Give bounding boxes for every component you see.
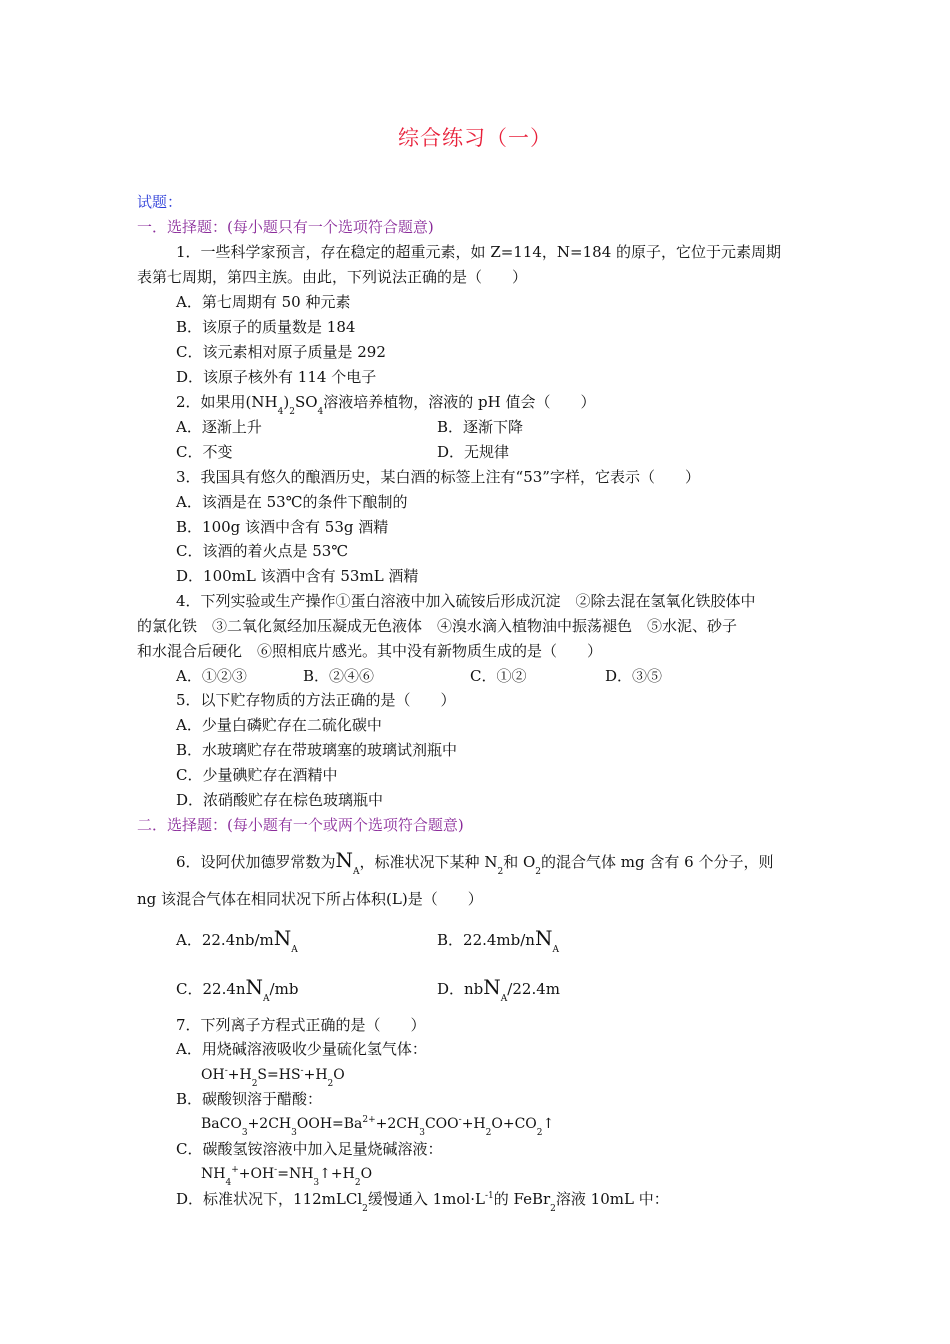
subscript: 2 <box>535 867 541 877</box>
eq-part: O+CO <box>491 1116 537 1132</box>
q3-stem: 3．我国具有悠久的酿酒历史，某白酒的标签上注有“53”字样，它表示（ ） <box>176 468 700 486</box>
eq-part: +H <box>227 1067 252 1083</box>
eq-part: NH <box>201 1166 226 1182</box>
q4-option-b: B．②④⑥ <box>303 667 375 685</box>
q6-stem-part: 6．设阿伏加德罗常数为 <box>176 853 336 871</box>
q6-option-part: A．22.4nb/m <box>176 931 274 949</box>
q2-stem-part: 溶液培养植物，溶液的 pH 值会（ ） <box>323 393 596 411</box>
q7-option-b: B．碳酸钡溶于醋酸： <box>176 1090 323 1108</box>
section-2-heading: 二．选择题：(每小题有一个或两个选项符合题意) <box>137 816 464 834</box>
q7-option-d <box>176 1189 669 1212</box>
subscript: 4 <box>225 1178 232 1188</box>
q2-option-c: C．不变 <box>176 443 233 461</box>
q2-option-d: D．无规律 <box>437 443 510 461</box>
q4-option-d: D．③⑤ <box>605 667 663 685</box>
subscript: A <box>353 867 360 877</box>
avogadro-symbol: N <box>534 926 553 950</box>
avogadro-symbol: N <box>483 975 501 999</box>
subscript: 4 <box>277 407 284 417</box>
q7-equation-c <box>201 1164 372 1186</box>
eq-part: +2CH <box>375 1116 420 1132</box>
q6-option-b <box>437 928 559 953</box>
eq-part: O <box>360 1166 373 1182</box>
q7-stem: 7．下列离子方程式正确的是（ ） <box>176 1016 426 1034</box>
q5-option-c: C．少量碘贮存在酒精中 <box>176 766 338 784</box>
q7-option-part: D．标准状况下，112mLCl <box>176 1190 363 1208</box>
eq-part: =NH <box>277 1166 314 1182</box>
subscript: 2 <box>354 1178 361 1188</box>
eq-part: +OH <box>238 1166 275 1182</box>
q7-option-part: 的 FeBr <box>493 1190 551 1208</box>
superscript: -1 <box>484 1191 494 1201</box>
q2-option-a: A．逐渐上升 <box>176 418 262 436</box>
q1-option-b: B．该原子的质量数是 184 <box>176 318 356 336</box>
subscript: A <box>291 945 298 955</box>
superscript: - <box>300 1066 304 1076</box>
superscript: - <box>224 1066 228 1076</box>
eq-part: ↑+H <box>319 1166 355 1182</box>
q6-stem-part: 和 O <box>503 853 536 871</box>
subscript: 3 <box>241 1128 248 1138</box>
q2-stem-part: 2．如果用(NH <box>176 393 278 411</box>
eq-part: COO <box>424 1116 459 1132</box>
heading: 试题： <box>137 193 183 211</box>
q6-stem-line2: ng 该混合气体在相同状况下所占体积(L)是（ ） <box>137 890 483 908</box>
q7-equation-b <box>201 1114 554 1136</box>
q3-option-c: C．该酒的着火点是 53℃ <box>176 542 349 560</box>
q6-option-part: C．22.4n <box>176 980 246 998</box>
q3-option-a: A．该酒是在 53℃的条件下酿制的 <box>176 493 408 511</box>
subscript: 3 <box>419 1128 425 1138</box>
section-1-heading: 一．选择题：(每小题只有一个选项符合题意) <box>137 218 434 236</box>
q6-option-c <box>176 977 298 1002</box>
q6-stem-line1 <box>176 850 773 875</box>
q2-stem-part: ) <box>283 393 290 411</box>
avogadro-symbol: N <box>335 848 354 872</box>
eq-part: BaCO <box>201 1116 242 1132</box>
q4-stem-line3: 和水混合后硬化 ⑥照相底片感光。其中没有新物质生成的是（ ） <box>137 642 603 660</box>
avogadro-symbol: N <box>273 926 292 950</box>
superscript: + <box>231 1165 239 1175</box>
subscript: 2 <box>327 1079 334 1089</box>
eq-part: ↑ <box>542 1116 555 1132</box>
subscript: A <box>552 945 559 955</box>
q6-option-part: /mb <box>269 980 299 998</box>
superscript: - <box>458 1115 462 1125</box>
q1-option-c: C．该元素相对原子质量是 292 <box>176 343 386 361</box>
subscript: A <box>263 994 270 1004</box>
q5-stem: 5．以下贮存物质的方法正确的是（ ） <box>176 691 456 709</box>
q6-option-a <box>176 928 298 953</box>
q4-option-c: C．①② <box>470 667 527 685</box>
eq-part: O <box>333 1067 345 1083</box>
subscript: 2 <box>289 407 295 417</box>
q4-option-a: A．①②③ <box>176 667 247 685</box>
q4-stem-line1: 4．下列实验或生产操作①蛋白溶液中加入硫铵后形成沉淀 ②除去混在氢氧化铁胶体中 <box>176 592 756 610</box>
q3-option-b: B．100g 该酒中含有 53g 酒精 <box>176 518 389 536</box>
avogadro-symbol: N <box>245 975 264 999</box>
q1-stem-line1: 1．一些科学家预言，存在稳定的超重元素，如 Z=114，N=184 的原子，它位于元素周期 <box>176 243 782 261</box>
eq-part: OH <box>201 1067 225 1083</box>
q6-option-part: /22.4m <box>507 980 560 998</box>
q1-stem-line2: 表第七周期，第四主族。由此，下列说法正确的是（ ） <box>137 268 528 286</box>
subscript: 3 <box>291 1128 297 1138</box>
eq-part: S=HS <box>257 1067 301 1083</box>
subscript: 2 <box>485 1128 492 1138</box>
q7-option-c: C．碳酸氢铵溶液中加入足量烧碱溶液： <box>176 1140 443 1158</box>
q6-option-part: B．22.4mb/n <box>437 931 535 949</box>
q7-equation-a <box>201 1065 345 1087</box>
q6-option-d <box>437 977 560 1002</box>
superscript: 2+ <box>362 1115 376 1125</box>
page-title: 综合练习（一） <box>398 126 552 150</box>
q1-option-a: A．第七周期有 50 种元素 <box>176 293 351 311</box>
eq-part: +2CH <box>247 1116 292 1132</box>
eq-part: +H <box>461 1116 486 1132</box>
subscript: 2 <box>251 1079 258 1089</box>
subscript: 2 <box>497 867 504 877</box>
q7-option-part: 缓慢通入 1mol·L <box>367 1190 485 1208</box>
superscript: - <box>274 1165 278 1175</box>
q5-option-b: B．水玻璃贮存在带玻璃塞的玻璃试剂瓶中 <box>176 741 458 759</box>
q5-option-a: A．少量白磷贮存在二硫化碳中 <box>176 716 382 734</box>
q7-option-a: A．用烧碱溶液吸收少量硫化氢气体： <box>176 1040 427 1058</box>
q4-stem-line2: 的氯化铁 ③二氧化氮经加压凝成无色液体 ④溴水滴入植物油中振荡褪色 ⑤水泥、砂子 <box>137 617 738 635</box>
q2-option-b: B．逐渐下降 <box>437 418 524 436</box>
q1-option-d: D．该原子核外有 114 个电子 <box>176 368 377 386</box>
q7-option-part: 溶液 10mL 中： <box>555 1190 669 1208</box>
subscript: 4 <box>317 407 324 417</box>
q2-stem-part: SO <box>294 393 318 411</box>
eq-part: OOH=Ba <box>296 1116 363 1132</box>
q6-stem-part: 的混合气体 mg 含有 6 个分子，则 <box>541 853 774 871</box>
subscript: 2 <box>550 1204 556 1214</box>
subscript: 2 <box>362 1204 368 1214</box>
q2-stem <box>176 392 595 415</box>
subscript: A <box>500 994 508 1004</box>
subscript: 3 <box>313 1178 320 1188</box>
q6-option-part: D．nb <box>437 980 484 998</box>
q6-stem-part: ，标准状况下某种 N <box>359 853 498 871</box>
q5-option-d: D．浓硝酸贮存在棕色玻璃瓶中 <box>176 791 384 809</box>
q3-option-d: D．100mL 该酒中含有 53mL 酒精 <box>176 567 419 585</box>
subscript: 2 <box>536 1128 543 1138</box>
eq-part: +H <box>303 1067 328 1083</box>
